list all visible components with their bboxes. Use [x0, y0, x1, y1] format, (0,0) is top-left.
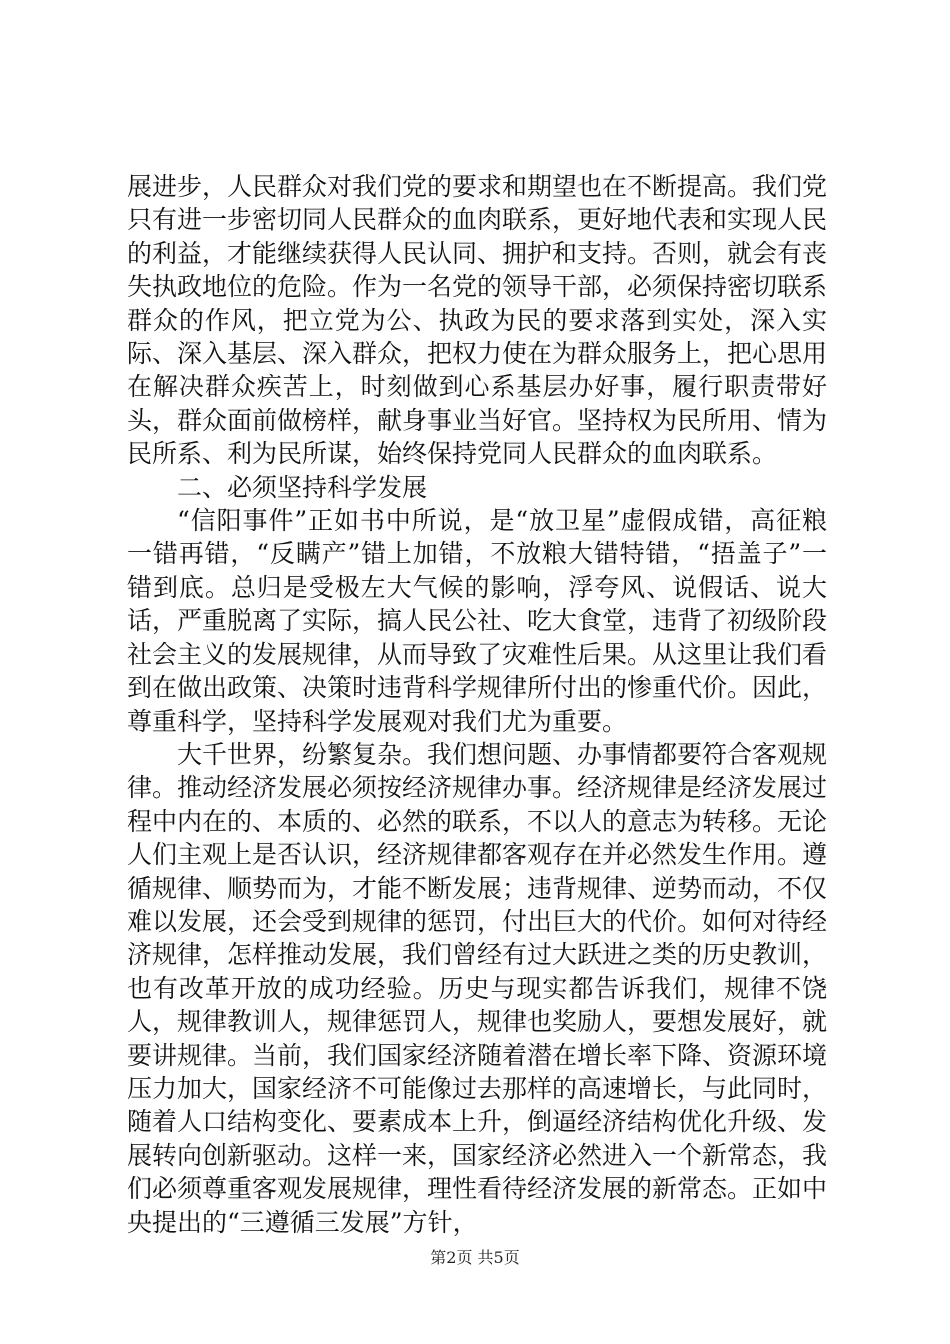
- paragraph: 展进步，人民群众对我们党的要求和期望也在不断提高。我们党只有进一步密切同人民群众的血肉联系，更好地代表和实现人民的利益，才能继续获得人民认同、拥护和支持。否则，就会有丧失执政地位的危险。作为一名党的领导干部，必须保持密切联系群众的作风，把立党为公、执政为民的要求落到实处，深入实际、深入基层、深入群众，把权力使在为群众服务上，把心思用在解决群众疾苦上，时刻做到心系基层办好事，履行职责带好头，群众面前做榜样，献身事业当好官。坚持权为民所用、情为民所系、利为民所谋，始终保持党同人民群众的血肉联系。: [127, 172, 828, 469]
- document-body: [127, 170, 827, 1239]
- section-heading: 二、必须坚持科学发展: [177, 472, 428, 502]
- paragraph: 大千世界，纷繁复杂。我们想问题、办事情都要符合客观规律。推动经济发展必须按经济规律办事。经济规律是经济发展过程中内在的、本质的、必然的联系，不以人的意志为转移。无论人们主观上是否认识，经济规律都客观存在并必然发生作用。遵循规律、顺势而为，才能不断发展；违背规律、逆势而动，不仅难以发展，还会受到规律的惩罚，付出巨大的代价。如何对待经济规律，怎样推动发展，我们曾经有过大跃进之类的历史教训，也有改革开放的成功经验。历史与现实都告诉我们，规律不饶人，规律教训人，规律惩罚人，规律也奖励人，要想发展好，就要讲规律。当前，我们国家经济随着潜在增长率下降、资源环境压力加大，国家经济不可能像过去那样的高速增长，与此同时，随着人口结构变化、要素成本上升，倒逼经济结构优化升级、发展转向创新驱动。这样一来，国家经济必然进入一个新常态，我们必须尊重客观发展规律，理性看待经济发展的新常态。正如中央提出的“三遵循三发展”方针，: [127, 739, 828, 1237]
- page-footer: 第2页 共5页: [430, 1248, 520, 1267]
- paragraph: “信阳事件”正如书中所说，是“放卫星”虚假成错，高征粮一错再错，“反瞒产”错上加错，不放粮大错特错，“捂盖子”一错到底。总归是受极左大气候的影响，浮夸风、说假话、说大话，严重脱离了实际，搞人民公社、吃大食堂，违背了初级阶段社会主义的发展规律，从而导致了灾难性后果。从这里让我们看到在做出政策、决策时违背科学规律所付出的惨重代价。因此，尊重科学，坚持科学发展观对我们尤为重要。: [127, 506, 828, 736]
